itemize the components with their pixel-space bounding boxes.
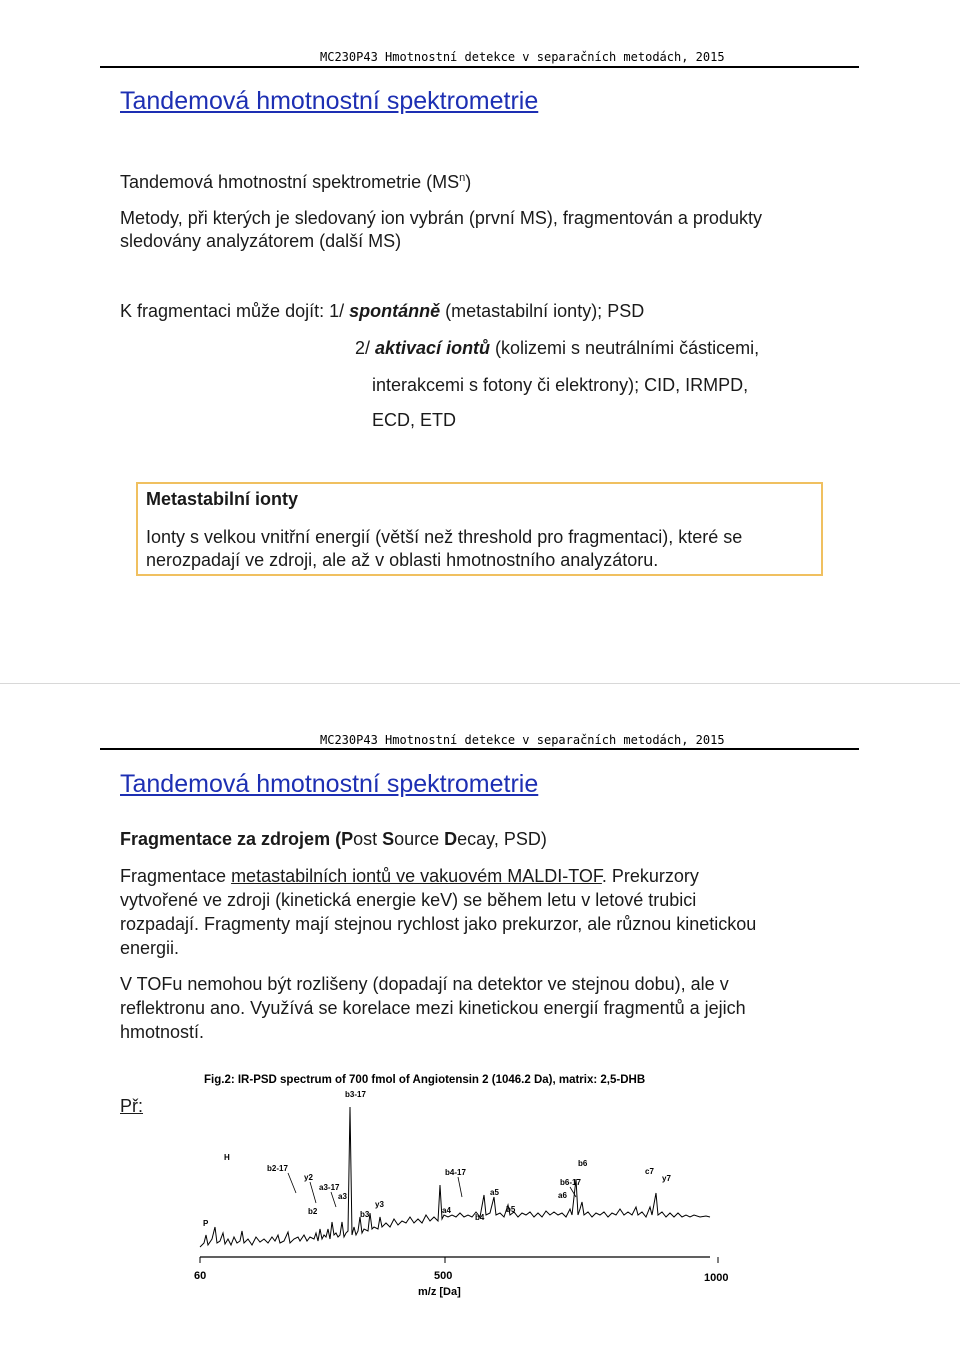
peak-labels (203, 1090, 671, 1228)
fragmentation-line-3: interakcemi s fotony či elektrony); CID, IRMPD, (372, 375, 749, 395)
peak-label: c7 (645, 1167, 654, 1176)
paragraph-2-line-1: V TOFu nemohou být rozlišeny (dopadají na detektor ve stejnou dobu), ale v (120, 974, 729, 994)
frag-spontaneous: spontánně (349, 301, 441, 321)
peak-label: a6 (558, 1191, 567, 1200)
x-tick-label: 60 (194, 1270, 207, 1282)
figure-caption: Fig.2: IR-PSD spectrum of 700 fmol of Angiotensin 2 (1046.2 Da), matrix: 2,5-DHB (204, 1074, 646, 1086)
frag-activation: aktivací iontů (375, 338, 491, 358)
example-label: Př: (120, 1096, 144, 1116)
subhead-part: ost (353, 829, 383, 849)
frag-suffix-1: (metastabilní ionty); PSD (440, 301, 645, 321)
frag2-prefix: 2/ (355, 338, 376, 358)
peak-label: H (224, 1153, 230, 1162)
subtitle-main: Tandemová hmotnostní spektrometrie (MS (120, 172, 460, 192)
fragmentation-line-2 (355, 336, 759, 360)
peak-label: a4 (442, 1206, 451, 1215)
paragraph-1-line-2: vytvořené ve zdroji (kinetická energie keV) se během letu v letové trubici (120, 890, 697, 910)
slide-1 (0, 0, 960, 683)
leader-line (458, 1177, 462, 1197)
peak-label: b3 (360, 1210, 370, 1219)
paragraph-2-line-3: hmotností. (120, 1022, 205, 1042)
slide-title: Tandemová hmotnostní spektrometrie (120, 770, 539, 798)
peak-label: y3 (375, 1200, 384, 1209)
peak-label: b3-17 (345, 1090, 366, 1099)
peak-label: y7 (662, 1174, 671, 1183)
peak-label: a3-17 (319, 1183, 340, 1192)
header-divider (100, 748, 859, 750)
peak-label: a5 (490, 1188, 499, 1197)
peak-label: b2-17 (267, 1164, 288, 1173)
slide-2 (0, 684, 960, 1367)
subheading (120, 827, 547, 851)
paragraph-1-line-3: rozpadají. Fragmenty mají stejnou rychlost jako prekurzor, ale různou kinetickou (120, 914, 757, 934)
ir-psd-spectrum-figure (190, 1067, 750, 1312)
subtitle (120, 166, 471, 194)
leader-line (331, 1192, 336, 1207)
paragraph-1-line-4: energii. (120, 938, 180, 958)
subhead-part: D (444, 829, 458, 849)
slide-header: MC230P43 Hmotnostní detekce v separačních metodách, 2015 (320, 50, 725, 64)
callout-line-1: Ionty s velkou vnitřní energií (větší než threshold pro fragmentaci), které se (146, 527, 743, 547)
peak-label: b2 (308, 1207, 318, 1216)
p1-underlined: metastabilních iontů ve vakuovém MALDI-TOF (231, 866, 602, 886)
callout-line-2: nerozpadají ve zdroji, ale až v oblasti hmotnostního analyzátoru. (146, 550, 659, 570)
fragmentation-line-1 (120, 299, 644, 323)
subhead-part: ource (394, 829, 445, 849)
header-divider (100, 66, 859, 68)
slide-title: Tandemová hmotnostní spektrometrie (120, 87, 539, 115)
x-axis-label: m/z [Da] (418, 1286, 461, 1298)
subhead-part: P (341, 829, 354, 849)
spectrum-trace (200, 1107, 710, 1247)
frag2-suffix: (kolizemi s neutrálními částicemi, (490, 338, 760, 358)
peak-label: b4-17 (445, 1168, 466, 1177)
subhead-part: Fragmentace za zdrojem ( (120, 829, 342, 849)
p1-text: Fragmentace (120, 866, 232, 886)
peak-label: a3 (338, 1192, 347, 1201)
peak-label: b4 (475, 1213, 485, 1222)
fragmentation-line-4: ECD, ETD (372, 410, 457, 430)
peak-label: y2 (304, 1173, 313, 1182)
peak-label: b6-17 (560, 1178, 581, 1187)
callout-title: Metastabilní ionty (146, 489, 299, 509)
leader-line (288, 1173, 296, 1193)
peak-label: P (203, 1219, 209, 1228)
frag-prefix: K fragmentaci může dojít: 1/ (120, 301, 350, 321)
subhead-part: ecay, PSD) (457, 829, 547, 849)
peak-label: b6 (578, 1159, 588, 1168)
x-tick-label: 500 (434, 1270, 453, 1282)
paragraph-1-line-1 (120, 864, 699, 888)
slide-header: MC230P43 Hmotnostní detekce v separačních metodách, 2015 (320, 733, 725, 747)
peak-label: b5 (506, 1205, 516, 1214)
x-tick-label: 1000 (704, 1272, 729, 1284)
leader-line (310, 1182, 316, 1203)
subtitle-sup: n (459, 172, 466, 184)
p1-text: . Prekurzory (601, 866, 699, 886)
subhead-part: S (382, 829, 395, 849)
subtitle-end: ) (465, 172, 472, 192)
paragraph-2-line-2: reflektronu ano. Využívá se korelace mezi kinetickou energií fragmentů a jejich (120, 998, 746, 1018)
definition-line-1: Metody, při kterých je sledovaný ion vybrán (první MS), fragmentován a produkty (120, 208, 762, 228)
definition-line-2: sledovány analyzátorem (další MS) (120, 231, 402, 251)
